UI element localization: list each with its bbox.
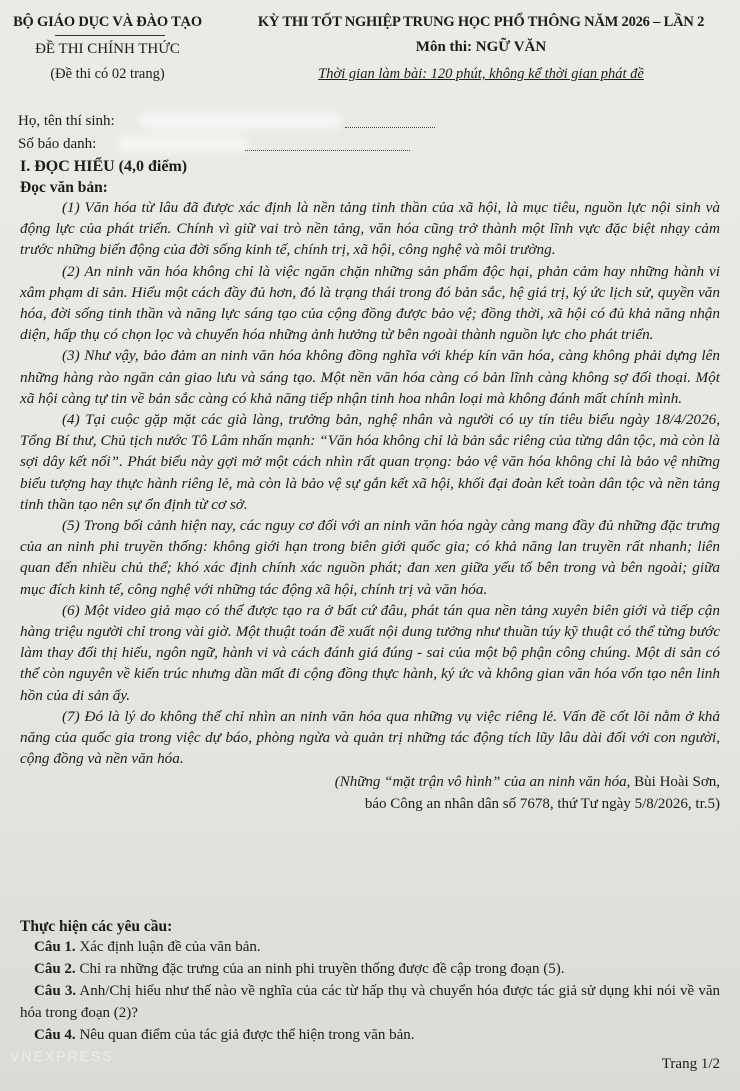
vnexpress-watermark: VNEXPRESS bbox=[10, 1048, 114, 1064]
paragraph-3: (3) Như vậy, bảo đảm an ninh văn hóa không đồng nghĩa với khép kín văn hóa, càng không phải dựng lên những hàng rào ngăn cản giao lưu và sáng tạo. Một nền văn hóa càng có bản lĩnh càng không sợ đối thoại. Một xã hội càng tự tin về bản sắc càng có khả năng tiếp nhận tinh hoa nhân loại mà không đánh mất chính mình. bbox=[20, 347, 720, 407]
id-dotted-line bbox=[245, 149, 410, 151]
question-text: Nêu quan điểm của tác giả được thể hiện trong văn bản. bbox=[75, 1027, 415, 1043]
page-number: Trang 1/2 bbox=[661, 1056, 720, 1072]
header-left bbox=[0, 14, 215, 83]
question-number: Câu 1. bbox=[34, 939, 76, 955]
question-number: Câu 2. bbox=[34, 961, 76, 977]
exam-title: KỲ THI TỐT NGHIỆP TRUNG HỌC PHỔ THÔNG NĂM 2026 – LẦN 2 bbox=[257, 14, 705, 30]
pages-note: (Đề thi có 02 trang) bbox=[50, 66, 165, 82]
header-right bbox=[222, 14, 740, 83]
reading-label: Đọc văn bản: bbox=[20, 179, 108, 196]
duration-note: Thời gian làm bài: 120 phút, không kể thời gian phát đề bbox=[318, 66, 644, 82]
source-title: (Những “mặt trận vô hình” của an ninh văn hóa, bbox=[334, 774, 631, 791]
question-number: Câu 3. bbox=[34, 983, 77, 999]
candidate-id-label: Số báo danh: bbox=[18, 136, 97, 152]
question-3 bbox=[20, 980, 720, 1024]
source-publication: báo Công an nhân dân số 7678, thứ Tư ngày 5/8/2026, tr.5) bbox=[364, 796, 720, 813]
subject-label: Môn thi: NGỮ VĂN bbox=[415, 39, 547, 55]
ministry-name: BỘ GIÁO DỤC VÀ ĐÀO TẠO bbox=[13, 14, 202, 30]
question-4 bbox=[20, 1024, 720, 1046]
paragraph-7: (7) Đó là lý do không thể chỉ nhìn an ninh văn hóa qua những vụ việc riêng lẻ. Vấn đề cốt lõi nằm ở khả năng của quốc gia trong việc dự báo, phòng ngừa và quản trị những tác động tích lũy lâu dài đối với con người, cộng đồng và nền văn hóa. bbox=[20, 707, 720, 768]
name-dotted-line bbox=[345, 126, 435, 128]
paragraph-5: (5) Trong bối cảnh hiện nay, các nguy cơ đối với an ninh văn hóa ngày càng mang đầy đủ những đặc trưng của an ninh phi truyền thống: không giới hạn trong biên giới quốc gia; có khả năng lan truyền rất nhanh; liên quan đến nhiều chủ thể; khó xác định chính xác nguồn phát; đan xen giữa yếu tố bên trong và bên ngoài; giữa mục đích kinh tế, công nghệ với những tác động xã hội, chính trị và văn hóa. bbox=[20, 517, 720, 598]
official-label: ĐỀ THI CHÍNH THỨC bbox=[35, 41, 180, 57]
paragraph-6: (6) Một video giả mạo có thể được tạo ra ở bất cứ đâu, phát tán qua nền tảng xuyên biên giới và tiếp cận hàng triệu người chỉ trong vài giờ. Một thuật toán đề xuất nội dung tưởng như thuần túy kỹ thuật có thể từng bước làm thay đổi thị hiếu, ngôn ngữ, hành vi và cách đánh giá đúng - sai của một bộ phận công chúng. Một di sản có thể còn nguyên về kiến trúc nhưng dần mất đi cộng đồng thực hành, ký ức và không gian văn hóa vốn tạo nên linh hồn của di sản ấy. bbox=[20, 601, 720, 704]
question-text: Anh/Chị hiểu như thế nào về nghĩa của các từ hấp thụ và chuyển hóa được tác giả sử dụng khi nói về văn hóa trong đoạn (2)? bbox=[20, 983, 720, 1021]
question-1 bbox=[20, 936, 720, 958]
question-text: Chỉ ra những đặc trưng của an ninh phi truyền thống được đề cập trong đoạn (5). bbox=[75, 961, 565, 977]
tasks-label: Thực hiện các yêu cầu: bbox=[20, 918, 173, 935]
paragraph-2: (2) An ninh văn hóa không chỉ là việc ngăn chặn những sản phẩm độc hại, phản cảm hay những hành vi xâm phạm di sản. Hiểu một cách đầy đủ hơn, đó là trạng thái trong đó bản sắc, hệ giá trị, ký ức lịch sử, quyền văn hóa, đời sống tinh thần và năng lực sáng tạo của cộng đồng được bảo vệ; đồng thời, xã hội có đủ khả năng nhận diện, hấp thụ có chọn lọc và chuyển hóa những ảnh hưởng từ bên ngoài thành nguồn lực cho phát triển. bbox=[20, 262, 720, 344]
redacted-name bbox=[140, 112, 340, 130]
header-underline bbox=[55, 35, 165, 36]
source-author: Bùi Hoài Sơn, bbox=[630, 774, 720, 791]
section-title: I. ĐỌC HIỂU (4,0 điểm) bbox=[20, 158, 188, 175]
paragraph-1: (1) Văn hóa từ lâu đã được xác định là nền tảng tinh thần của xã hội, là mục tiêu, nguồn lực nội sinh và động lực của phát triển. Chính vì giữ vai trò nền tảng, văn hóa cũng trở thành một lĩnh vực đặc biệt nhạy cảm trước những biến động của đời sống kinh tế, chính trị, xã hội, công nghệ và môi trường. bbox=[20, 199, 720, 259]
reading-section bbox=[20, 158, 720, 815]
redacted-id bbox=[118, 135, 248, 153]
candidate-name-label: Họ, tên thí sinh: bbox=[18, 113, 115, 129]
question-2 bbox=[20, 958, 720, 980]
question-text: Xác định luận đề của văn bản. bbox=[75, 939, 261, 955]
paragraph-4: (4) Tại cuộc gặp mặt các già làng, trưởng bản, nghệ nhân và người có uy tín tiêu biểu ngày 18/4/2026, Tổng Bí thư, Chủ tịch nước Tô Lâm nhấn mạnh: “Văn hóa không chỉ là bản sắc riêng của từng dân tộc, mà còn là sợi dây kết nối”. Phát biểu này gợi mở một cách nhìn rất quan trọng: bảo vệ văn hóa không chỉ là bảo vệ những biểu tượng hay thực hành riêng lẻ, mà còn là bảo vệ sự gắn kết xã hội, khối đại đoàn kết toàn dân tộc và nền tảng tinh thần tạo nên sự ổn định từ cơ sở. bbox=[20, 411, 720, 513]
source-citation bbox=[20, 771, 720, 815]
question-number: Câu 4. bbox=[34, 1027, 76, 1043]
tasks-section bbox=[20, 918, 720, 1046]
